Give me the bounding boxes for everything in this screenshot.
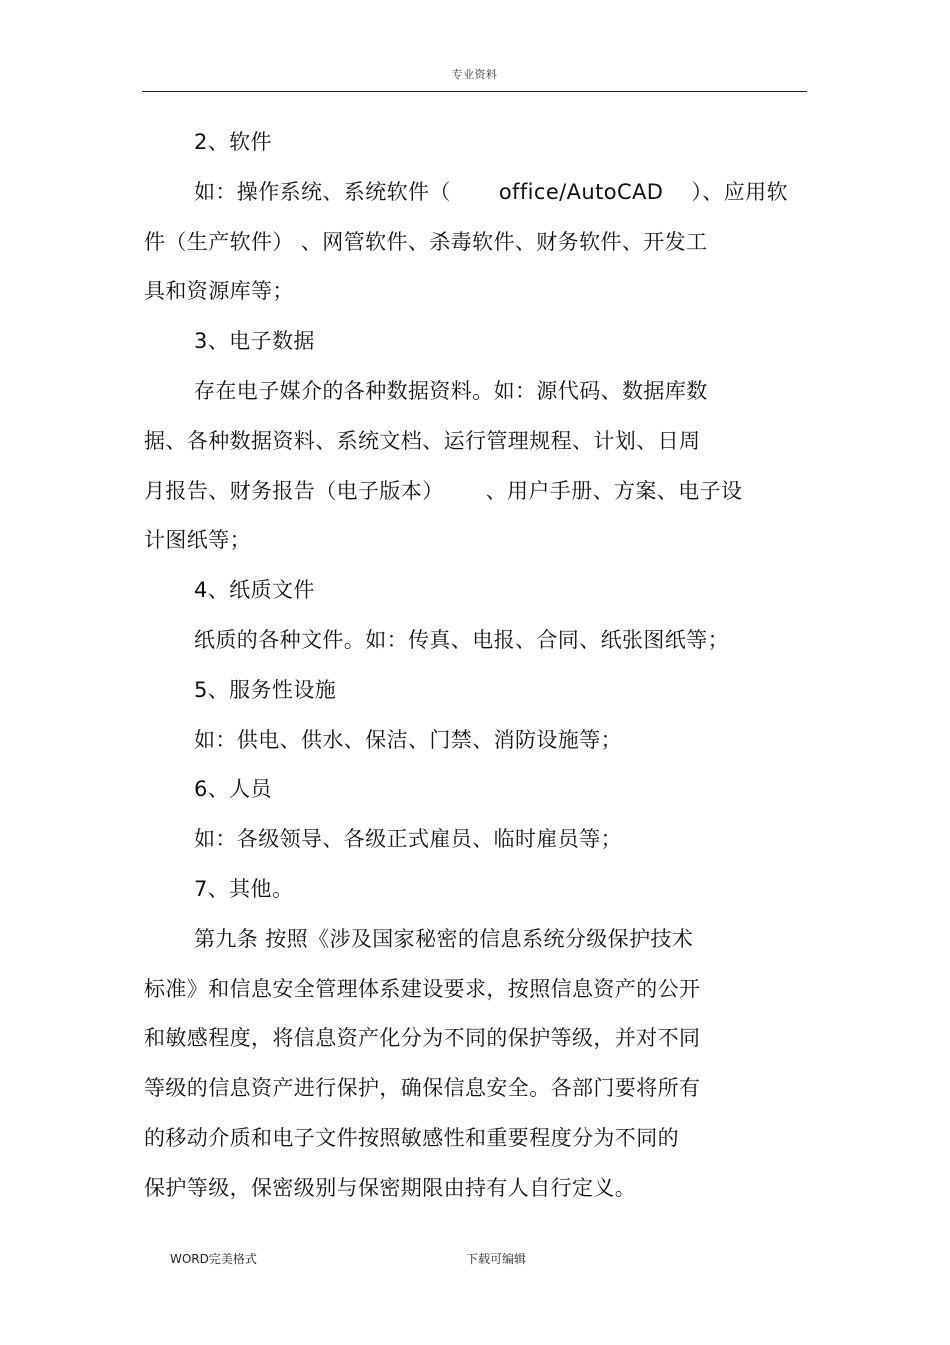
paragraph-line: 保护等级，保密级别与保密期限由持有人自行定义。 — [144, 1176, 637, 1200]
section-heading-software: 2、软件 — [194, 130, 272, 154]
page-header: 专业资料 — [451, 68, 498, 81]
paragraph-line: 标准》和信息安全管理体系建设要求，按照信息资产的公开 — [144, 977, 701, 1001]
section-heading-service-facilities: 5、服务性设施 — [194, 678, 337, 702]
paragraph-line: 如：供电、供水、保洁、门禁、消防设施等； — [194, 728, 622, 752]
header-divider — [142, 91, 807, 92]
section-heading-paper-files: 4、纸质文件 — [194, 578, 315, 602]
section-heading-other: 7、其他。 — [194, 877, 294, 901]
paragraph-line: 和敏感程度，将信息资产化分为不同的保护等级，并对不同 — [144, 1026, 701, 1050]
paragraph-line: 件（生产软件） 、网管软件、杀毒软件、财务软件、开发工 — [144, 230, 708, 254]
text-fragment: 、用户手册、方案、电子设 — [485, 479, 743, 503]
paragraph-line — [144, 477, 742, 505]
paragraph-line: 存在电子媒介的各种数据资料。如：源代码、数据库数 — [194, 379, 708, 403]
paragraph-line — [194, 178, 788, 206]
article-nine-line: 第九条 按照《涉及国家秘密的信息系统分级保护技术 — [194, 927, 694, 951]
text-fragment: 如：操作系统、系统软件（ — [194, 180, 451, 204]
paragraph-line: 计图纸等； — [144, 528, 251, 552]
section-heading-personnel: 6、人员 — [194, 777, 272, 801]
text-fragment: office/AutoCAD — [498, 180, 664, 204]
footer-left-label: WORD完美格式 — [170, 1252, 257, 1266]
paragraph-line: 等级的信息资产进行保护，确保信息安全。各部门要将所有 — [144, 1076, 701, 1100]
paragraph-line: 的移动介质和电子文件按照敏感性和重要程度分为不同的 — [144, 1126, 679, 1150]
text-fragment: 月报告、财务报告（电子版本） — [144, 479, 444, 503]
footer-right-label: 下载可编辑 — [466, 1252, 527, 1266]
paragraph-line: 据、各种数据资料、系统文档、运行管理规程、计划、日周 — [144, 429, 701, 453]
paragraph-line: 具和资源库等； — [144, 279, 294, 303]
paragraph-line: 如：各级领导、各级正式雇员、临时雇员等； — [194, 827, 622, 851]
section-heading-electronic-data: 3、电子数据 — [194, 329, 315, 353]
text-fragment: ）、应用软 — [691, 180, 788, 204]
paragraph-line: 纸质的各种文件。如：传真、电报、合同、纸张图纸等； — [194, 628, 729, 652]
